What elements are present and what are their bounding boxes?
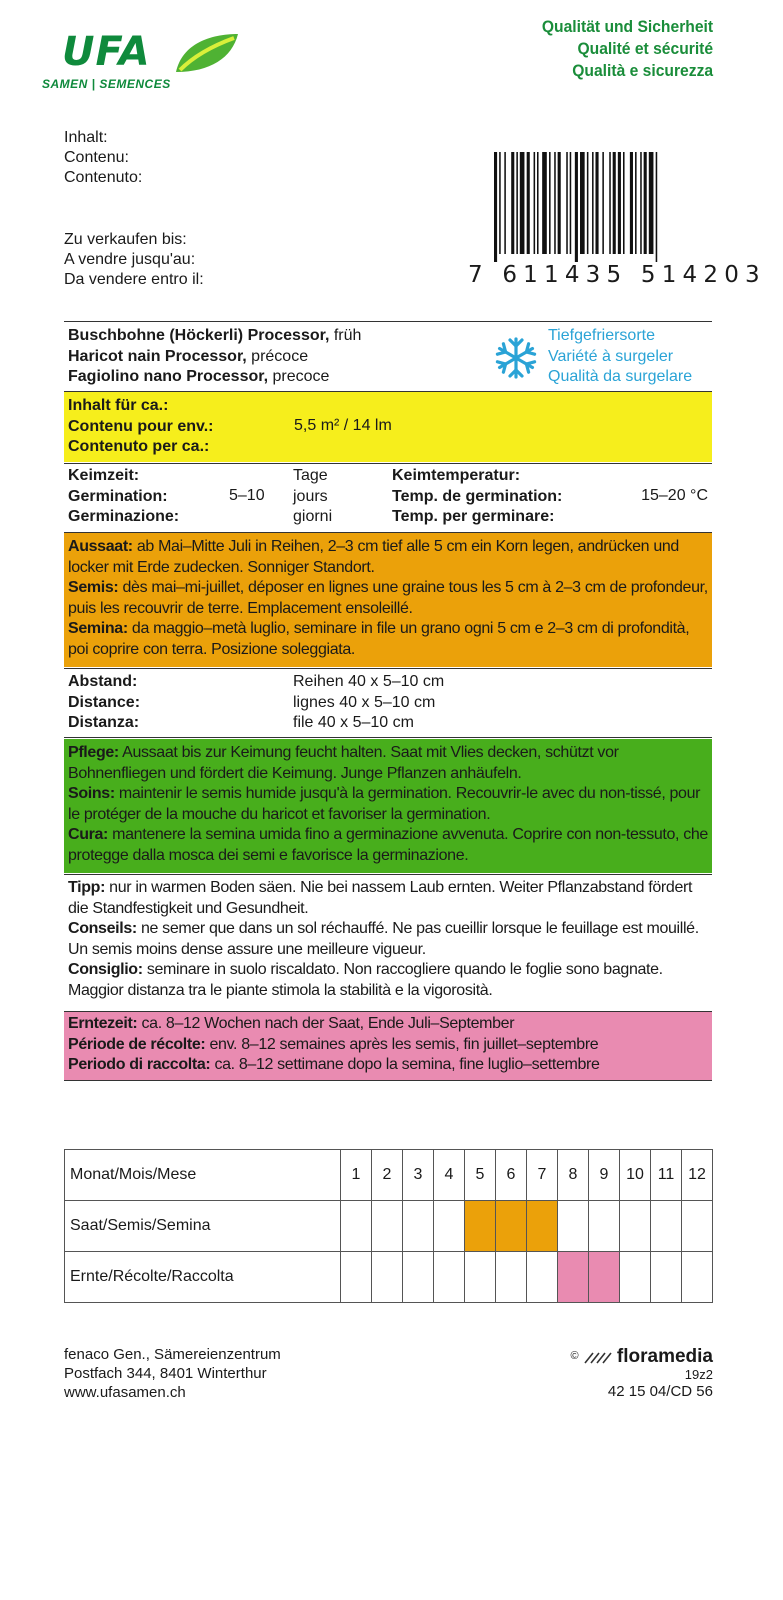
address-website[interactable]: www.ufasamen.ch	[64, 1384, 186, 1401]
sowing-text-fr: dès mai–mi-juillet, déposer en lignes une graine tous les 5 cm à 2–3 cm de profondeur, puis les recouvrir de terre. Emplacement ensoleillé.	[68, 579, 708, 617]
copyright-symbol: ©	[570, 1350, 579, 1362]
spacing-value-fr: lignes 40 x 5–10 cm	[293, 693, 436, 711]
divider	[64, 321, 712, 322]
sowing-cell-10	[620, 1201, 651, 1252]
harvest-de	[68, 1014, 708, 1035]
sowing-cell-2	[372, 1201, 403, 1252]
calendar-sowing-label: Saat/Semis/Semina	[65, 1201, 341, 1252]
month-10: 10	[620, 1150, 651, 1201]
barcode-bar	[566, 152, 568, 254]
tips-text-it: seminare in suolo riscaldato. Non raccogliere quando le foglie sono bagnate. Maggior distanza tra le piante stimola la stabilità e la vigorosità.	[68, 961, 663, 999]
sowing-label-fr: Semis:	[68, 579, 119, 596]
care-text-it: mantenere la semina umida fino a germinazione avvenuta. Coprire con non-tessuto, che protegge dalla mosca dei semi e favorisce la germinazione.	[68, 826, 708, 864]
tips-label-it: Consiglio:	[68, 961, 143, 978]
month-12: 12	[682, 1150, 713, 1201]
barcode-number: 7 611435 514203	[468, 262, 766, 288]
calendar-harvest-label: Ernte/Récolte/Raccolta	[65, 1252, 341, 1303]
month-6: 6	[496, 1150, 527, 1201]
sowing-cell-8	[558, 1201, 589, 1252]
divider	[64, 668, 712, 669]
product-note-fr: précoce	[246, 347, 309, 365]
publisher-address	[64, 1345, 281, 1402]
code-1: 19z2	[684, 1367, 713, 1382]
barcode-bar	[537, 152, 539, 254]
month-5: 5	[465, 1150, 496, 1201]
floramedia-name: floramedia	[616, 1346, 713, 1367]
harvest-cell-5	[465, 1252, 496, 1303]
barcode-bar	[618, 152, 621, 254]
harvest-cell-2	[372, 1252, 403, 1303]
care-section	[64, 739, 712, 873]
barcode-bar	[587, 152, 589, 254]
divider	[64, 874, 712, 875]
tips-label-fr: Conseils:	[68, 920, 137, 937]
month-8: 8	[558, 1150, 589, 1201]
floramedia-logo-icon	[583, 1351, 613, 1365]
sowing-label-it: Semina:	[68, 620, 128, 637]
temp-labels	[392, 466, 562, 528]
barcode-bar	[640, 152, 642, 254]
care-fr	[68, 784, 708, 825]
harvest-label-de: Erntezeit:	[68, 1015, 138, 1032]
sowing-cell-4	[434, 1201, 465, 1252]
product-name-de: Buschbohne (Höckerli) Processor,	[68, 327, 330, 344]
sowing-text-de: ab Mai–Mitte Juli in Reihen, 2–3 cm tief alle 5 cm ein Korn legen, andrücken und locker mit Erde zudecken. Sonniger Standort.	[68, 538, 679, 576]
care-de	[68, 743, 708, 784]
frozen-de: Tiefgefriersorte	[548, 327, 655, 344]
product-name-it: Fagiolino nano Processor,	[68, 368, 269, 385]
barcode-bar	[570, 152, 572, 254]
sowing-cell-12	[682, 1201, 713, 1252]
temp-value: 15–20 °C	[641, 487, 708, 504]
harvest-cell-8	[558, 1252, 589, 1303]
sowing-cell-1	[341, 1201, 372, 1252]
barcode-bar	[602, 152, 604, 254]
address-line-2: Postfach 344, 8401 Winterthur	[64, 1365, 267, 1382]
quality-it: Qualità e sicurezza	[572, 61, 713, 80]
harvest-it	[68, 1055, 708, 1076]
divider	[64, 737, 712, 738]
harvest-cell-11	[651, 1252, 682, 1303]
product-note-de: früh	[329, 327, 362, 344]
germ-labels	[68, 466, 179, 528]
harvest-cell-4	[434, 1252, 465, 1303]
sowing-fr	[68, 578, 708, 619]
sowing-section	[64, 533, 712, 667]
care-label-fr: Soins:	[68, 785, 115, 802]
germ-unit-de: Tage	[293, 467, 328, 484]
barcode-bar	[635, 152, 637, 254]
barcode-bar	[554, 152, 556, 254]
germ-label-it: Germinazione:	[68, 508, 180, 525]
sowing-cell-7	[527, 1201, 558, 1252]
tips-section	[64, 876, 712, 1010]
harvest-cell-10	[620, 1252, 651, 1303]
barcode-bar	[527, 152, 530, 254]
barcode-bar	[534, 152, 536, 254]
calendar-table	[64, 1149, 713, 1303]
barcode-bar	[520, 152, 525, 254]
harvest-label-it: Periodo di raccolta:	[68, 1056, 211, 1073]
barcode-bar	[580, 152, 585, 254]
harvest-text-it: ca. 8–12 settimane dopo la semina, fine luglio–settembre	[210, 1056, 600, 1073]
snowflake-icon	[494, 336, 538, 380]
sell-label-de: Zu verkaufen bis:	[64, 231, 187, 248]
area-label-fr: Contenu pour env.:	[68, 417, 214, 435]
temp-label-de: Keimtemperatur:	[392, 467, 521, 484]
spacing-labels	[68, 672, 140, 734]
harvest-cell-3	[403, 1252, 434, 1303]
quality-fr: Qualité et sécurité	[577, 39, 713, 58]
germ-label-fr: Germination:	[68, 487, 168, 505]
spacing-label-de: Abstand:	[68, 673, 138, 690]
address-line-1: fenaco Gen., Sämereienzentrum	[64, 1346, 281, 1363]
month-9: 9	[589, 1150, 620, 1201]
germ-unit-fr: jours	[293, 487, 328, 505]
germ-unit-it: giorni	[293, 508, 333, 525]
barcode	[492, 152, 714, 262]
area-value: 5,5 m² / 14 lm	[294, 417, 392, 434]
tips-label-de: Tipp:	[68, 879, 106, 896]
calendar-header-label: Monat/Mois/Mese	[65, 1150, 341, 1201]
barcode-bar	[609, 152, 611, 254]
barcode-bar	[494, 152, 497, 262]
code-2: 42 15 04/CD 56	[607, 1383, 713, 1400]
germ-days: 5–10	[229, 487, 265, 504]
tips-de	[68, 878, 708, 919]
germ-label-de: Keimzeit:	[68, 467, 140, 484]
harvest-cell-9	[589, 1252, 620, 1303]
harvest-section	[64, 1012, 712, 1080]
sell-label-fr: A vendre jusqu'au:	[64, 251, 196, 268]
sowing-label-de: Aussaat:	[68, 538, 133, 555]
brand-logo: UFA	[62, 29, 151, 75]
barcode-bar	[613, 152, 616, 254]
calendar-header-row	[65, 1150, 713, 1201]
month-2: 2	[372, 1150, 403, 1201]
tips-text-de: nur in warmen Boden säen. Nie bei nassem Laub ernten. Weiter Pflanzabstand fördert die Standfestigkeit und Gesundheit.	[68, 879, 693, 917]
harvest-cell-12	[682, 1252, 713, 1303]
sowing-de	[68, 537, 708, 578]
barcode-bar	[623, 152, 625, 254]
quality-de: Qualität und Sicherheit	[541, 17, 713, 36]
area-label-de: Inhalt für ca.:	[68, 397, 169, 414]
sowing-cell-9	[589, 1201, 620, 1252]
product-note-it: precoce	[268, 368, 330, 385]
harvest-label-fr: Période de récolte:	[68, 1035, 206, 1053]
month-11: 11	[651, 1150, 682, 1201]
harvest-cell-7	[527, 1252, 558, 1303]
sowing-cell-6	[496, 1201, 527, 1252]
spacing-values	[293, 672, 444, 734]
content-label-fr: Contenu:	[64, 149, 129, 166]
spacing-label-fr: Distance:	[68, 693, 141, 711]
care-text-de: Aussaat bis zur Keimung feucht halten. Saat mit Vlies decken, schützt vor Bohnenfliegen und fördert die Keimung. Junge Pflanzen anhäufeln.	[68, 744, 619, 782]
barcode-bar	[575, 152, 578, 262]
barcode-bar	[511, 152, 514, 254]
barcode-bar	[558, 152, 561, 254]
calendar-sowing-row	[65, 1201, 713, 1252]
harvest-text-de: ca. 8–12 Wochen nach der Saat, Ende Juli–September	[137, 1015, 515, 1032]
frozen-variety	[548, 326, 692, 388]
leaf-logo-icon	[172, 32, 240, 74]
area-label-it: Contenuto per ca.:	[68, 438, 210, 455]
harvest-text-fr: env. 8–12 semaines après les semis, fin juillet–septembre	[205, 1035, 599, 1053]
month-4: 4	[434, 1150, 465, 1201]
month-1: 1	[341, 1150, 372, 1201]
harvest-cell-1	[341, 1252, 372, 1303]
barcode-bar	[516, 152, 518, 254]
floramedia-block	[570, 1348, 713, 1400]
content-label-de: Inhalt:	[64, 129, 108, 146]
care-label-it: Cura:	[68, 826, 109, 843]
germination-section	[64, 466, 712, 530]
sowing-cell-3	[403, 1201, 434, 1252]
barcode-bar	[499, 152, 501, 254]
content-label-it: Contenuto:	[64, 169, 143, 186]
barcode-bar	[656, 152, 658, 262]
care-it	[68, 825, 708, 866]
harvest-fr	[68, 1035, 708, 1056]
month-7: 7	[527, 1150, 558, 1201]
barcode-bar	[644, 152, 647, 254]
barcode-bar	[595, 152, 598, 254]
month-3: 3	[403, 1150, 434, 1201]
spacing-label-it: Distanza:	[68, 714, 140, 731]
care-label-de: Pflege:	[68, 744, 119, 761]
germ-units	[293, 466, 332, 528]
brand-subtitle: SAMEN | SEMENCES	[42, 77, 171, 91]
quality-block	[527, 16, 713, 82]
sowing-cell-11	[651, 1201, 682, 1252]
spacing-section	[64, 670, 712, 736]
spacing-value-it: file 40 x 5–10 cm	[293, 714, 414, 731]
barcode-bar	[542, 152, 547, 254]
spacing-value-de: Reihen 40 x 5–10 cm	[293, 673, 445, 690]
divider	[64, 1080, 712, 1081]
content-labels	[64, 128, 142, 188]
barcode-bar	[592, 152, 594, 254]
tips-it	[68, 960, 708, 1001]
sowing-cell-5	[465, 1201, 496, 1252]
sell-by-labels	[64, 230, 204, 290]
barcode-bar	[504, 152, 506, 254]
barcode-bar	[630, 152, 633, 254]
temp-label-fr: Temp. de germination:	[392, 487, 563, 505]
sell-label-it: Da vendere entro il:	[64, 271, 204, 288]
tips-text-fr: ne semer que dans un sol réchauffé. Ne pas cueillir lorsque le feuillage est mouillé. Un semis moins dense assure une meilleure vigueur.	[68, 920, 699, 958]
sowing-it	[68, 619, 708, 660]
calendar-harvest-row	[65, 1252, 713, 1303]
barcode-bar	[649, 152, 654, 254]
sowing-text-it: da maggio–metà luglio, seminare in file un grano ogni 5 cm e 2–3 cm di profondità, poi coprire con terra. Posizione soleggiata.	[68, 620, 690, 658]
temp-label-it: Temp. per germinare:	[392, 508, 555, 525]
frozen-it: Qualità da surgelare	[548, 368, 693, 385]
care-text-fr: maintenir le semis humide jusqu'à la germination. Recouvrir-le avec du non-tissé, pour le protéger de la mouche du haricot et favoriser la germination.	[68, 785, 701, 823]
harvest-cell-6	[496, 1252, 527, 1303]
divider	[64, 463, 712, 464]
area-section	[64, 392, 712, 462]
barcode-bar	[549, 152, 551, 254]
tips-fr	[68, 919, 708, 960]
frozen-fr: Variété à surgeler	[548, 347, 674, 365]
product-name-fr: Haricot nain Processor,	[68, 347, 247, 365]
